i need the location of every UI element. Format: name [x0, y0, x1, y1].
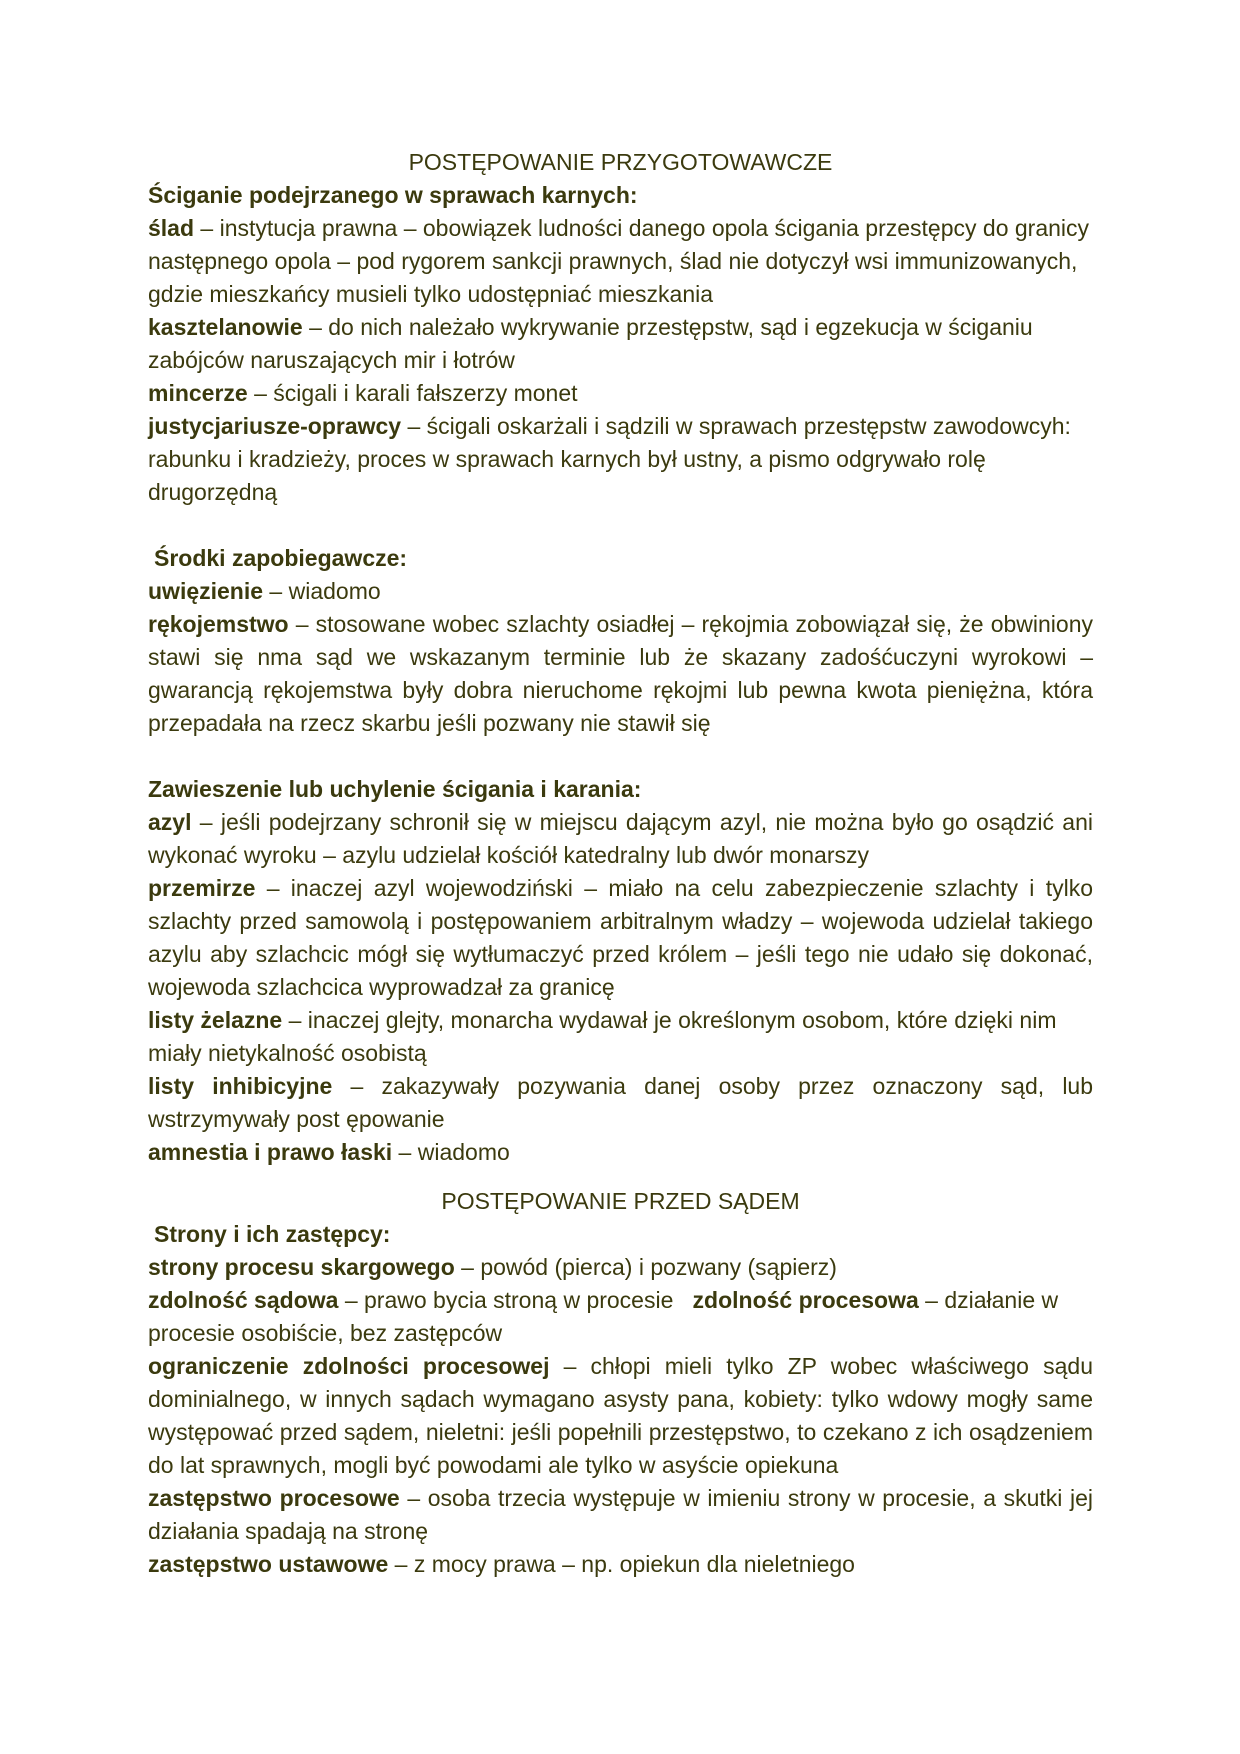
term: zastępstwo ustawowe [148, 1551, 389, 1577]
definition-paragraph [148, 1004, 1093, 1070]
definition: – prawo bycia stroną w procesie [338, 1287, 693, 1313]
term: zastępstwo procesowe [148, 1485, 400, 1511]
spacer [148, 740, 1093, 773]
definition: – chłopi mieli tylko ZP wobec właściwego sądu dominialnego, w innych sądach wymagano asysty pana, kobiety: tylko wdowy mogły same występować przed sądem, nieletni: jeśli popełnili przestępstwo, to czekano z ich osądzeniem do lat sprawnych, mogli być powodami ale tylko w asyście opiekuna [148, 1353, 1093, 1478]
definition-paragraph [148, 377, 1093, 410]
definition: – osoba trzecia występuje w imieniu strony w procesie, a skutki jej działania spadają na stronę [148, 1485, 1093, 1544]
term: zdolność procesowa [692, 1287, 919, 1313]
definition-paragraph [148, 1284, 1093, 1350]
definition-paragraph [148, 410, 1093, 509]
definition: – jeśli podejrzany schronił się w miejscu dającym azyl, nie można było go osądzić ani wykonać wyroku – azylu udzielał kościół katedralny lub dwór monarszy [148, 809, 1093, 868]
definition: – działanie w procesie osobiście, bez zastępców [148, 1287, 1065, 1346]
section-heading: Środki zapobiegawcze: [154, 545, 408, 571]
definition-paragraph [148, 806, 1093, 872]
definition-paragraph [148, 1548, 1093, 1581]
definition-paragraph [148, 575, 1093, 608]
definition-paragraph [148, 1482, 1093, 1548]
term: amnestia i prawo łaski [148, 1139, 393, 1165]
definition: – stosowane wobec szlachty osiadłej – rękojmia zobowiązał się, że obwiniony stawi się nma sąd we wskazanym terminie lub że skazany zadośćuczyni wyrokowi – gwarancją rękojemstwa były dobra nieruchome rękojmi lub pewna kwota pieniężna, która przepadała na rzecz skarbu jeśli pozwany nie stawił się [148, 611, 1093, 736]
definition: – inaczej glejty, monarcha wydawał je określonym osobom, które dzięki nim miały nietykalność osobistą [148, 1007, 1057, 1066]
definition: – do nich należało wykrywanie przestępstw, sąd i egzekucja w ściganiu zabójców naruszających mir i łotrów [148, 314, 1033, 373]
definition: – wiadomo [392, 1139, 510, 1165]
term: azyl [148, 809, 192, 835]
section-title: POSTĘPOWANIE PRZYGOTOWAWCZE [408, 149, 833, 175]
definition: – z mocy prawa – np. opiekun dla nieletniego [388, 1551, 855, 1577]
definition: – instytucja prawna – obowiązek ludności danego opola ścigania przestępcy do granicy następnego opola – pod rygorem sankcji prawnych, ślad nie dotyczył wsi immunizowanych, gdzie mieszkańcy musieli tylko udostępniać mieszkania [148, 215, 1090, 307]
document-content [148, 146, 1093, 1581]
section-heading: Ściganie podejrzanego w sprawach karnych: [148, 182, 638, 208]
section-heading: Strony i ich zastępcy: [154, 1221, 391, 1247]
term: strony procesu skargowego [148, 1254, 455, 1280]
term: kasztelanowie [148, 314, 303, 340]
definition-paragraph [148, 872, 1093, 1004]
term: mincerze [148, 380, 248, 406]
spacer [148, 1169, 1093, 1185]
definition: – wiadomo [263, 578, 381, 604]
term: justycjariusze-oprawcy [148, 413, 402, 439]
definition-paragraph [148, 608, 1093, 740]
term: przemirze [148, 875, 256, 901]
term: listy inhibicyjne [148, 1073, 333, 1099]
definition: – ścigali oskarżali i sądzili w sprawach przestępstw zawodowcyh: rabunku i kradzieży, proces w sprawach karnych był ustny, a pismo odgrywało rolę drugorzędną [148, 413, 1071, 505]
term: uwięzienie [148, 578, 264, 604]
term: zdolność sądowa [148, 1287, 339, 1313]
definition-paragraph [148, 1136, 1093, 1169]
definition-paragraph [148, 1251, 1093, 1284]
section-heading: Zawieszenie lub uchylenie ścigania i karania: [148, 776, 642, 802]
definition: – zakazywały pozywania danej osoby przez oznaczony sąd, lub wstrzymywały post ępowanie [148, 1073, 1094, 1132]
term: ślad [148, 215, 195, 241]
term: ograniczenie zdolności procesowej [148, 1353, 550, 1379]
term: rękojemstwo [148, 611, 289, 637]
definition: – powód (pierca) i pozwany (sąpierz) [454, 1254, 837, 1280]
definition-paragraph [148, 1070, 1093, 1136]
definition-paragraph [148, 212, 1093, 311]
term: listy żelazne [148, 1007, 283, 1033]
spacer [148, 509, 1093, 542]
definition-paragraph [148, 311, 1093, 377]
definition: – ścigali i karali fałszerzy monet [247, 380, 578, 406]
section-title: POSTĘPOWANIE PRZED SĄDEM [441, 1188, 800, 1214]
definition: – inaczej azyl wojewodziński – miało na celu zabezpieczenie szlachty i tylko szlachty przed samowolą i postępowaniem arbitralnym władzy – wojewoda udzielał takiego azylu aby szlachcic mógł się wytłumaczyć przed królem – jeśli tego nie udało się dokonać, wojewoda szlachcica wyprowadzał za granicę [148, 875, 1093, 1000]
definition-paragraph [148, 1350, 1093, 1482]
